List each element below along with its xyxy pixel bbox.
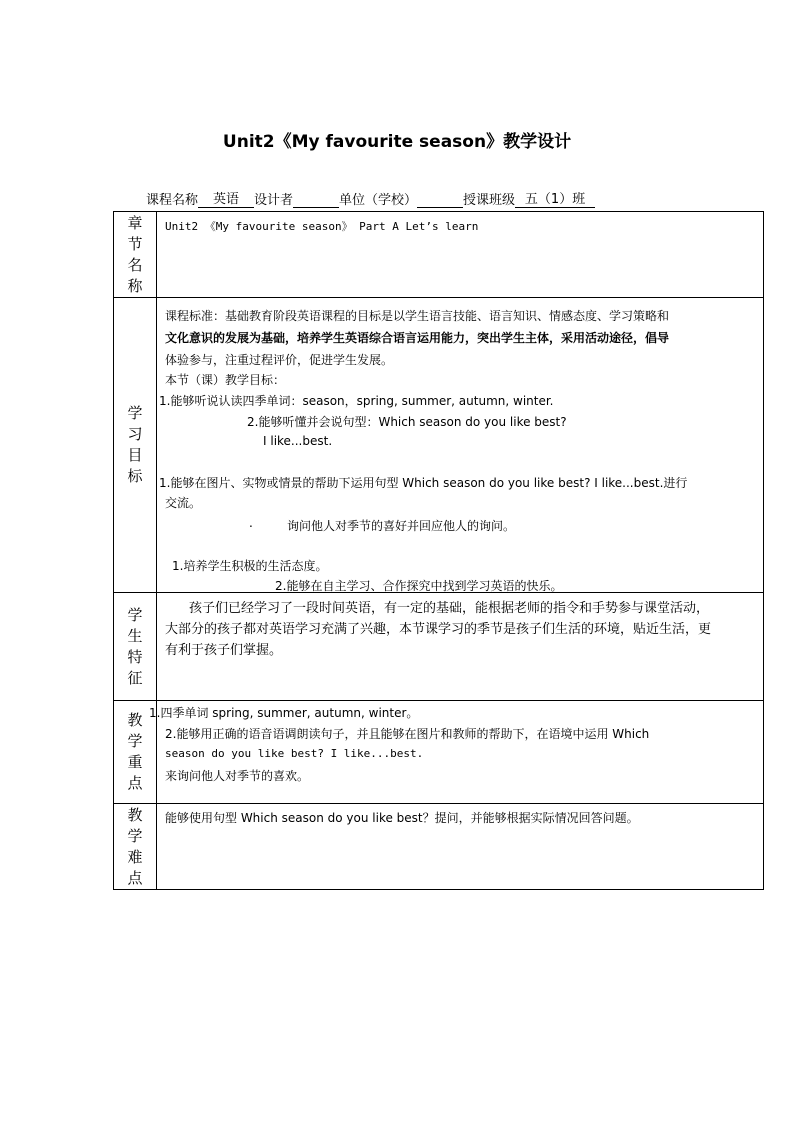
focus-content-cell xyxy=(149,701,764,804)
chapter-label-char: 节 xyxy=(127,234,143,253)
goals-label-cell xyxy=(114,298,157,593)
chapter-row xyxy=(114,212,764,298)
difficulty-label-char: 点 xyxy=(127,868,143,887)
unit-label: 单位（学校） xyxy=(339,193,418,208)
difficulty-line: 能够使用句型 Which season do you like best？提问，并能够根据实际情况回答问题。 xyxy=(165,811,639,825)
focus-line: 来询问他人对季节的喜欢。 xyxy=(165,769,310,783)
focus-label-char: 教 xyxy=(127,711,143,729)
curriculum-standard-line: 文化意识的发展为基础，培养学生英语综合语言运用能力，突出学生主体，采用活动途径，倡导 xyxy=(165,331,670,345)
designer-label: 设计者 xyxy=(254,193,294,208)
goals-section-title: 本节（课）教学目标： xyxy=(165,373,286,387)
goal-line: 2.能够听懂并会说句型：Which season do you like best? xyxy=(247,415,567,429)
goal-line: 1.能够在图片、实物或情景的帮助下运用句型 Which season do you like best? I like...best.进行 xyxy=(159,476,688,490)
goal-line: 2.能够在自主学习、合作探究中找到学习英语的快乐。 xyxy=(275,579,563,593)
students-label-char: 特 xyxy=(127,647,143,666)
students-label-char: 生 xyxy=(127,626,143,645)
students-label-cell xyxy=(114,593,157,701)
class-value: 五（1）班 xyxy=(515,192,595,208)
goal-line: 1.能够听说认读四季单词：season，spring, summer, autumn, winter. xyxy=(159,394,554,408)
goals-label-char: 学 xyxy=(127,404,143,422)
chapter-label-char: 称 xyxy=(127,276,143,295)
students-label-char: 学 xyxy=(127,605,143,624)
difficulty-label-cell xyxy=(114,804,157,890)
goal-bullet-dot: . xyxy=(249,516,253,530)
curriculum-standard-line: 体验参与，注重过程评价，促进学生发展。 xyxy=(165,353,394,367)
difficulty-content-cell xyxy=(157,804,764,890)
students-label-char: 征 xyxy=(127,668,143,687)
goals-content-cell xyxy=(157,298,764,593)
curriculum-standard-line: 课程标准：基础教育阶段英语课程的目标是以学生语言技能、语言知识、情感态度、学习策略和 xyxy=(165,309,670,323)
goal-line: 1.培养学生积极的生活态度。 xyxy=(172,559,328,573)
focus-label-char: 学 xyxy=(127,732,143,750)
goals-row xyxy=(114,298,764,593)
students-row xyxy=(114,593,764,701)
difficulty-label-char: 学 xyxy=(127,826,143,845)
goals-label-char: 标 xyxy=(127,467,143,485)
students-line: 孩子们已经学习了一段时间英语，有一定的基础，能根据老师的指令和手势参与课堂活动， xyxy=(189,601,710,616)
focus-row xyxy=(114,701,764,804)
goals-label-char: 目 xyxy=(127,446,143,464)
chapter-label-cell xyxy=(114,212,157,298)
goal-line: 询问他人对季节的喜好并回应他人的询问。 xyxy=(287,519,516,533)
goal-line: 交流。 xyxy=(165,496,202,510)
focus-line: season do you like best? I like...best. xyxy=(165,747,424,760)
goals-label-char: 习 xyxy=(127,425,143,443)
chapter-text: Unit2 《My favourite season》 Part A Let’s learn xyxy=(165,220,479,233)
focus-line: 1.四季单词 spring, summer, autumn, winter。 xyxy=(149,706,419,720)
unit-value xyxy=(417,192,463,208)
designer-value xyxy=(293,192,339,208)
course-value: 英语 xyxy=(198,192,254,208)
difficulty-label-char: 教 xyxy=(127,805,143,824)
document-title: Unit2《My favourite season》教学设计 xyxy=(222,132,572,152)
students-content-cell xyxy=(157,593,764,701)
students-line: 大部分的孩子都对英语学习充满了兴趣，本节课学习的季节是孩子们生活的环境，贴近生活，更 xyxy=(165,622,712,637)
course-label: 课程名称 xyxy=(146,193,199,208)
focus-label-char: 重 xyxy=(127,753,143,771)
difficulty-row xyxy=(114,804,764,890)
focus-label-char: 点 xyxy=(127,774,143,792)
focus-line: 2.能够用正确的语音语调朗读句子，并且能够在图片和教师的帮助下，在语境中运用 Which xyxy=(165,727,650,741)
difficulty-label-char: 难 xyxy=(127,847,143,866)
class-label: 授课班级 xyxy=(463,193,516,208)
chapter-label-char: 名 xyxy=(127,255,143,274)
students-line: 有利于孩子们掌握。 xyxy=(165,643,283,658)
course-meta-line xyxy=(146,189,595,208)
chapter-content-cell xyxy=(157,212,764,298)
lesson-plan-table xyxy=(113,211,764,890)
goal-line: I like...best. xyxy=(263,434,333,448)
chapter-label-char: 章 xyxy=(127,213,143,232)
